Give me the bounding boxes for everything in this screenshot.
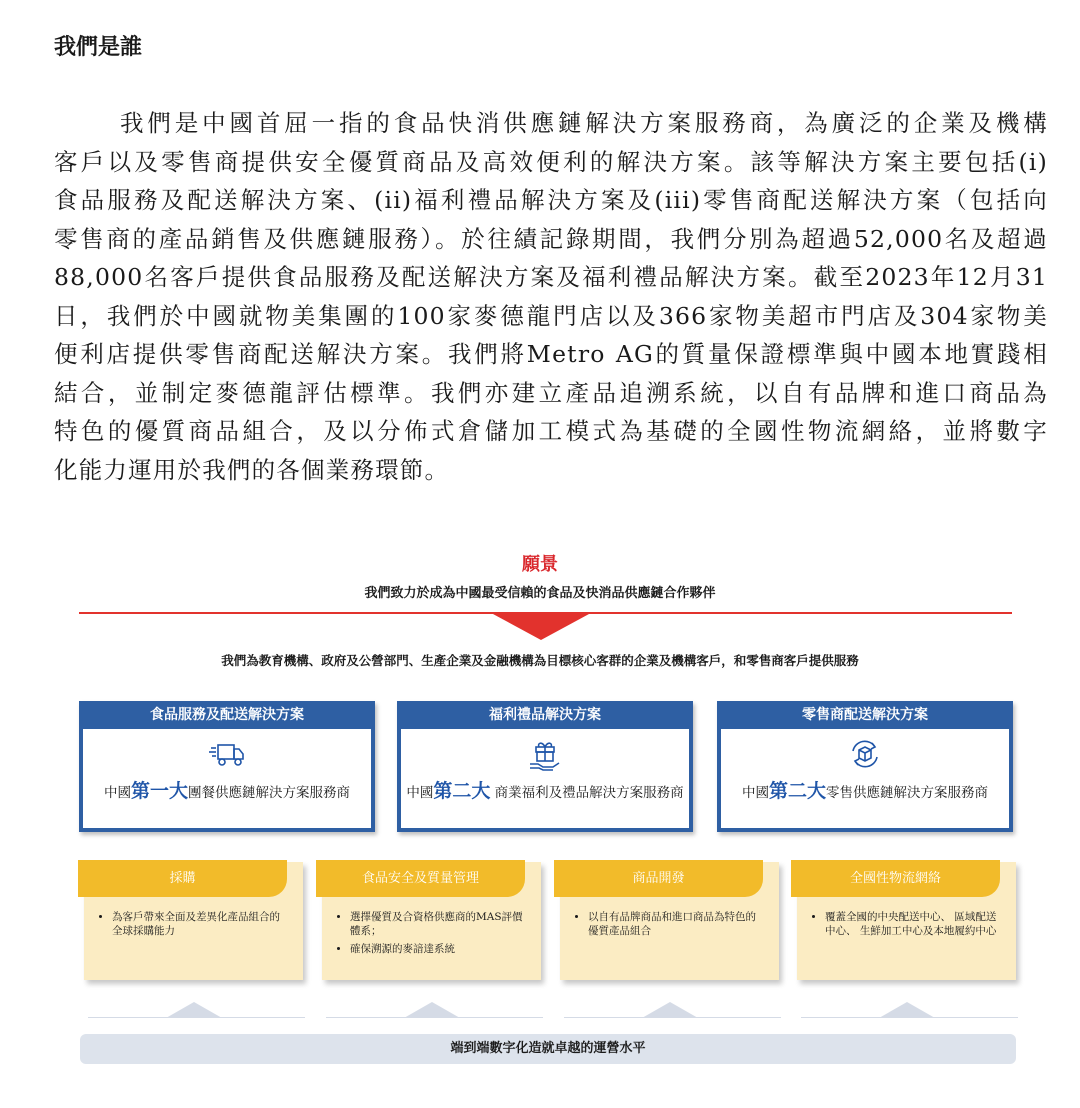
vision-title: 願景 [522,554,558,575]
up-triangle-icon [642,1002,698,1018]
solution-desc-suffix: 商業福利及禮品解決方案服務商 [490,785,684,801]
up-triangle-icon [404,1002,460,1018]
paragraph-line: 88,000名客戶提供食品服務及配送解決方案及福利禮品解決方案。截至2023年12月31 [54,263,1048,291]
solution-desc-prefix: 中國 [741,785,769,801]
up-triangle-icon [166,1002,222,1018]
solution-title: 食品服務及配送解決方案 [150,707,304,723]
solution-card-food-service [79,701,375,832]
delivery-truck-icon [209,737,245,771]
section-heading: 我們是誰 [54,35,143,60]
solution-description [83,776,371,803]
solution-card-welfare-gifts [397,701,693,832]
solution-card-retail-distribution [717,701,1013,832]
solution-desc-suffix: 零售供應鏈解決方案服務商 [826,785,988,801]
base-divider [564,1017,781,1018]
capability-card-food-safety [322,862,541,980]
solution-desc-suffix: 團餐供應鏈解決方案服務商 [188,785,350,801]
vision-statement: 我們致力於成為中國最受信賴的食品及快消品供應鏈合作夥伴 [364,586,716,601]
paragraph-line: 零售商的產品銷售及供應鏈服務）。於往績記錄期間，我們分別為超過52,000名及超過 [54,224,1048,253]
solution-title: 零售商配送解決方案 [802,707,928,723]
up-triangle-icon [879,1002,935,1018]
solution-desc-prefix: 中國 [406,785,434,801]
capability-bullet: • 覆蓋全國的中央配送中心、 區域配送中心、 生鮮加工中心及本地履約中心 [825,910,1002,938]
paragraph-line: 日，我們於中國就物美集團的100家麥德龍門店以及366家物美超市門店及304家物美 [54,301,1048,330]
solution-rank: 第一大 [130,780,188,802]
solution-desc-prefix: 中國 [103,785,131,801]
digitalization-bar: 端到端數字化造就卓越的運營水平 [80,1034,1016,1064]
paragraph-line: 化能力運用於我們的各個業務環節。 [54,455,450,484]
solution-rank: 第二大 [433,780,491,802]
cycle-box-icon [847,737,883,771]
base-divider [801,1017,1018,1018]
paragraph-line: 我們是中國首屈一指的食品快消供應鏈解決方案服務商，為廣泛的企業及機構 [120,109,1048,137]
capability-title: 採購 [78,860,287,897]
base-divider [88,1017,305,1018]
capability-card-product-development [560,862,779,980]
down-arrow-icon [493,614,589,640]
solution-rank: 第二大 [768,780,826,802]
capability-title: 食品安全及質量管理 [316,860,525,897]
capability-bullet: • 為客戶帶來全面及差異化產品組合的全球採購能力 [112,910,289,938]
capability-title: 商品開發 [554,860,763,897]
capability-bullet: • 確保溯源的麥諳達系統 [350,942,527,956]
paragraph-line: 結合，並制定麥德龍評估標準。我們亦建立產品追溯系統，以自有品牌和進口商品為 [54,378,1048,407]
paragraph-line: 食品服務及配送解決方案、(ii)福利禮品解決方案及(iii)零售商配送解決方案（包括向 [54,186,1048,214]
base-divider [326,1017,543,1018]
solution-description [721,776,1009,803]
gift-icon [527,737,563,771]
solution-description [401,776,689,803]
capability-card-procurement [84,862,303,980]
paragraph-line: 客戶以及零售商提供安全優質商品及高效便利的解決方案。該等解決方案主要包括(i) [54,147,1048,176]
capability-title: 全國性物流網絡 [791,860,1000,897]
capability-bullet: • 選擇優質及合資格供應商的MAS評價體系； [350,910,527,938]
serve-statement: 我們為教育機構、政府及公營部門、生產企業及金融機構為目標核心客群的企業及機構客戶，和零售商客戶提供服務 [221,653,859,668]
paragraph-line: 便利店提供零售商配送解決方案。我們將Metro AG的質量保證標準與中國本地實踐相 [54,340,1048,368]
capability-card-logistics [797,862,1016,980]
paragraph-line: 特色的優質商品組合，及以分佈式倉儲加工模式為基礎的全國性物流網絡，並將數字 [54,417,1048,445]
solution-title: 福利禮品解決方案 [489,707,601,723]
capability-bullet: • 以自有品牌商品和進口商品為特色的優質產品組合 [588,910,765,938]
